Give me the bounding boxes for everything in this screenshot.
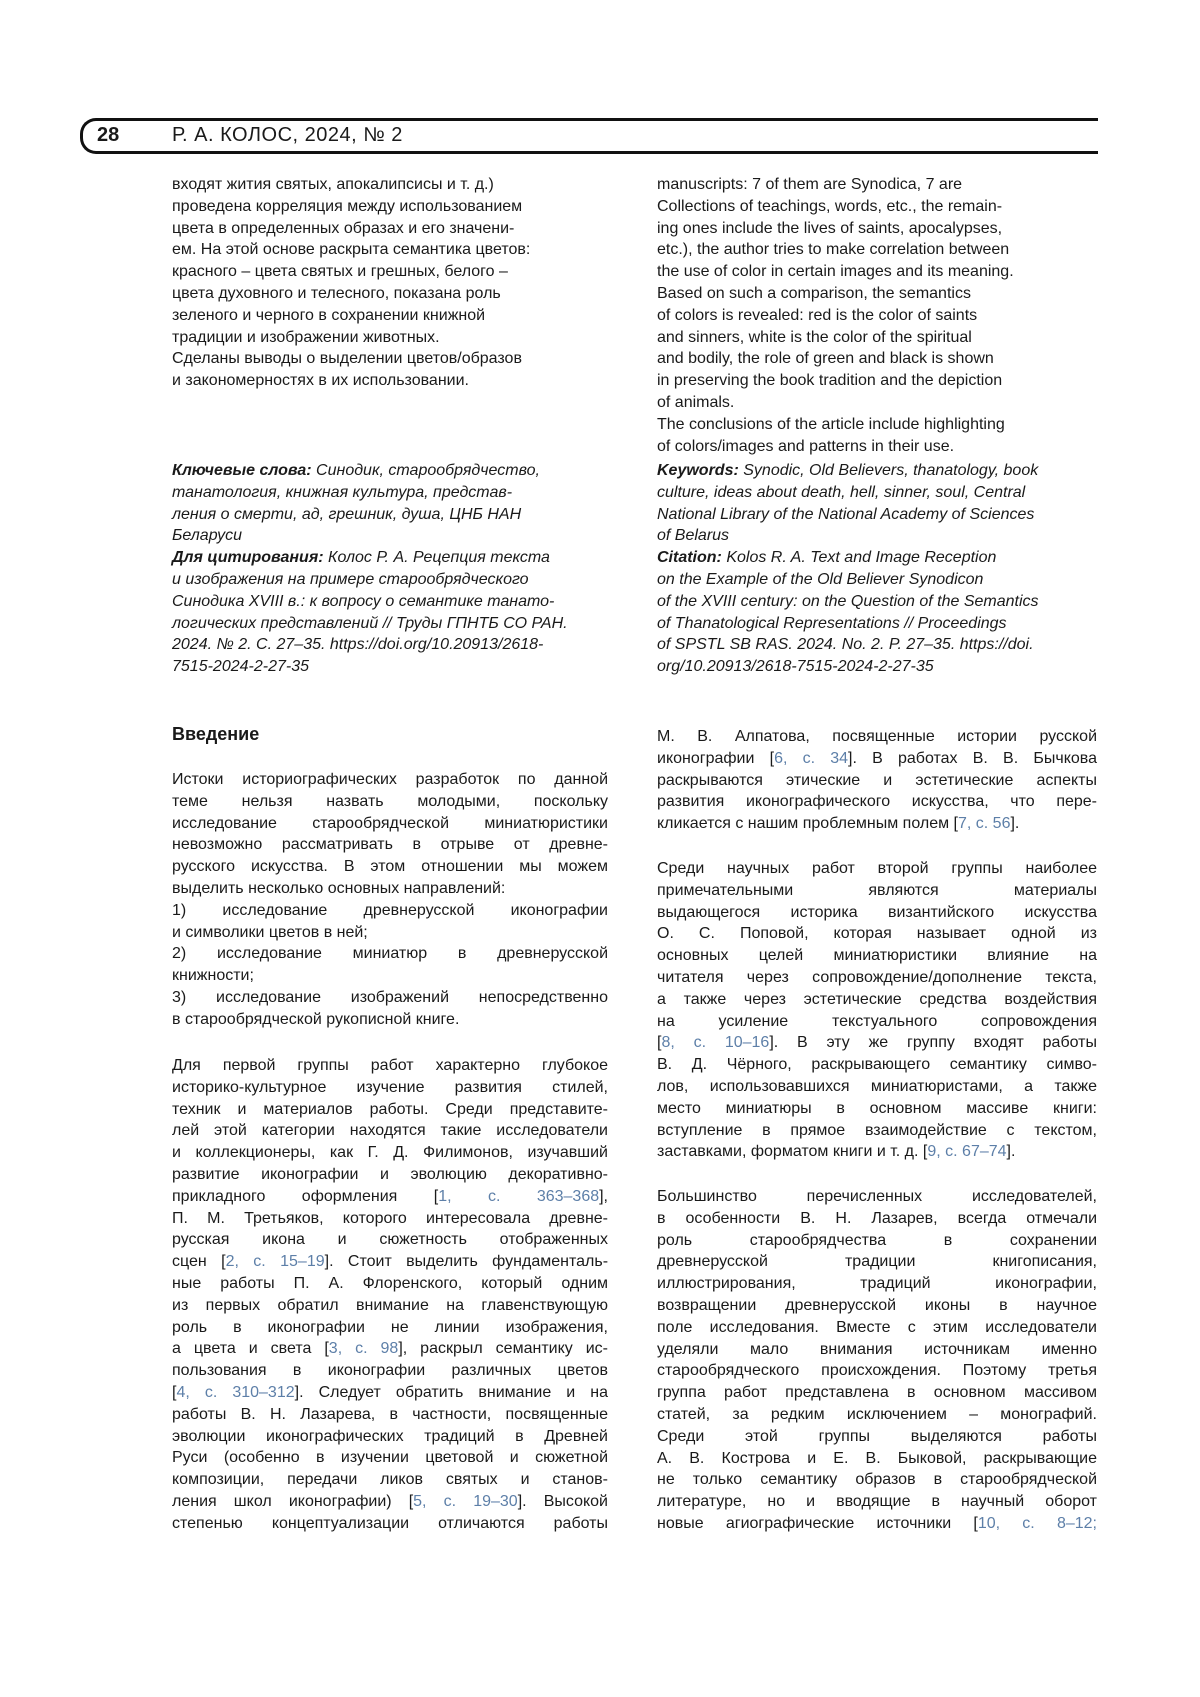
text-line <box>657 569 1097 591</box>
text-line <box>172 1251 608 1273</box>
reference-link[interactable]: 2, с. 15–19 <box>226 1253 325 1270</box>
text-line <box>172 348 608 370</box>
text-line <box>172 834 608 856</box>
text-span: группа работ представлена в основном массивом <box>657 1384 1097 1401</box>
text-line <box>657 1360 1097 1382</box>
text-span: etc.), the author tries to make correlation between <box>657 241 1009 258</box>
text-span: статей, за редким исключением – монографий. <box>657 1406 1097 1423</box>
text-line <box>657 1273 1097 1295</box>
text-span: техник и материалов работы. Среди представите- <box>172 1101 608 1118</box>
text-line <box>657 1491 1097 1513</box>
text-line <box>657 1513 1097 1535</box>
text-line <box>172 1404 608 1426</box>
text-line <box>172 547 608 569</box>
text-span: и символики цветов в ней; <box>172 924 368 941</box>
text-line <box>657 504 1097 526</box>
text-span: новые агиографические источники [ <box>657 1515 978 1532</box>
text-line <box>172 813 608 835</box>
text-line <box>657 923 1097 945</box>
text-line <box>172 1164 608 1186</box>
text-span: работы В. Н. Лазарева, в частности, посвященные <box>172 1406 608 1423</box>
text-line <box>172 943 608 965</box>
text-span: возвращении древнерусской иконы в научное <box>657 1297 1097 1314</box>
text-line <box>172 218 608 240</box>
text-span: русского искусства. В этом отношении мы можем <box>172 858 608 875</box>
text-span: сцен [ <box>172 1253 226 1270</box>
text-span: теме нельзя назвать молодыми, поскольку <box>172 793 608 810</box>
text-line <box>657 791 1097 813</box>
text-line <box>657 1230 1097 1252</box>
text-line <box>657 261 1097 283</box>
text-span: древнерусской традиции книгописания, <box>657 1253 1097 1270</box>
text-line <box>657 656 1097 678</box>
text-line <box>172 569 608 591</box>
text-span: Руси (особенно в изучении цветовой и сюжетной <box>172 1449 608 1466</box>
text-span: прикладного оформления [ <box>172 1188 438 1205</box>
text-line <box>657 1186 1097 1208</box>
text-span: of colors/images and patterns in their use. <box>657 438 954 455</box>
field-label: Citation: <box>657 549 722 566</box>
text-span: 7515-2024-2-27-35 <box>172 658 309 675</box>
text-span: танатология, книжная культура, представ- <box>172 484 512 501</box>
text-span: and bodily, the role of green and black is shown <box>657 350 994 367</box>
text-span: Колос Р. А. Рецепция текста <box>324 549 550 566</box>
text-line <box>172 922 608 944</box>
text-line <box>657 482 1097 504</box>
field-label: Для цитирования: <box>172 549 324 566</box>
text-span: в особенности В. Н. Лазарев, всегда отмечали <box>657 1210 1097 1227</box>
text-line <box>657 967 1097 989</box>
field-label: Ключевые слова: <box>172 462 312 479</box>
text-line <box>172 370 608 392</box>
text-span: of Thanatological Representations // Proceedings <box>657 615 1007 632</box>
text-line <box>172 1317 608 1339</box>
text-line <box>657 436 1097 458</box>
text-line <box>172 283 608 305</box>
text-span: Для первой группы работ характерно глубокое <box>172 1057 608 1074</box>
text-span: ]. <box>1010 815 1019 832</box>
text-span: исследование старообрядческой миниатюристики <box>172 815 608 832</box>
text-line <box>172 965 608 987</box>
text-span: эволюции иконографических традиций в Древней <box>172 1428 608 1445</box>
text-line <box>172 1186 608 1208</box>
page-number: 28 <box>97 124 119 147</box>
text-span: org/10.20913/2618-7515-2024-2-27-35 <box>657 658 934 675</box>
text-line <box>172 239 608 261</box>
text-line <box>172 1447 608 1469</box>
text-span: выделить несколько основных направлений: <box>172 880 505 897</box>
text-span: the use of color in certain images and its meaning. <box>657 263 1014 280</box>
text-line <box>657 1032 1097 1054</box>
text-span: in preserving the book tradition and the depiction <box>657 372 1002 389</box>
text-line <box>657 305 1097 327</box>
text-span: степенью концептуализации отличаются работы <box>172 1515 608 1532</box>
text-line <box>657 218 1097 240</box>
text-span: развития иконографического искусства, что пере- <box>657 793 1097 810</box>
text-span: входят жития святых, апокалипсисы и т. д.) <box>172 176 494 193</box>
keywords-citation-ru <box>172 460 608 678</box>
text-span: Based on such a comparison, the semantics <box>657 285 971 302</box>
text-span: в старообрядческой рукописной книге. <box>172 1011 459 1028</box>
text-span: [ <box>172 1384 176 1401</box>
text-span: on the Example of the Old Believer Synodicon <box>657 571 983 588</box>
text-span: раскрываются этические и эстетические аспекты <box>657 772 1097 789</box>
intro-paragraph-3 <box>657 726 1097 835</box>
text-span: The conclusions of the article include highlighting <box>657 416 1005 433</box>
text-span: culture, ideas about death, hell, sinner, soul, Central <box>657 484 1025 501</box>
text-span: место миниатюры в основном массиве книги: <box>657 1100 1097 1117</box>
text-line <box>657 370 1097 392</box>
text-line <box>172 305 608 327</box>
text-span: В. Д. Чёрного, раскрывающего семантику симво- <box>657 1056 1097 1073</box>
text-span: пользования в иконографии различных цветов <box>172 1362 608 1379</box>
text-line <box>172 1360 608 1382</box>
text-line <box>172 878 608 900</box>
text-span: лей этой категории находятся такие исследователи <box>172 1122 608 1139</box>
text-span: и изображения на примере старообрядческого <box>172 571 529 588</box>
keywords-citation-en <box>657 460 1097 678</box>
text-line <box>657 770 1097 792</box>
text-line <box>657 1295 1097 1317</box>
text-span: [ <box>657 1034 661 1051</box>
text-span: of colors is revealed: red is the color of saints <box>657 307 977 324</box>
abstract-en <box>657 174 1097 457</box>
text-span: ], раскрыл семантику ис- <box>398 1340 608 1357</box>
text-span: логических представлений // Труды ГПНТБ СО РАН. <box>172 615 568 632</box>
text-span: заставками, форматом книги и т. д. [ <box>657 1143 927 1160</box>
text-line <box>172 769 608 791</box>
text-span: иконографии [ <box>657 750 774 767</box>
text-line <box>657 1098 1097 1120</box>
text-span: Сделаны выводы о выделении цветов/образов <box>172 350 522 367</box>
text-span: выдающегося историка византийского искусства <box>657 904 1097 921</box>
text-span: а также через эстетические средства воздействия <box>657 991 1097 1008</box>
intro-paragraph-1 <box>172 769 608 1031</box>
text-span: О. С. Поповой, которая называет одной из <box>657 925 1097 942</box>
text-line <box>657 1382 1097 1404</box>
text-span: традиции и изображении животных. <box>172 329 440 346</box>
text-line <box>172 525 608 547</box>
text-span: ]. В работах В. В. Бычкова <box>848 750 1097 767</box>
text-span: иллюстрирования, традиций иконографии, <box>657 1275 1097 1292</box>
text-span: проведена корреляция между использованием <box>172 198 522 215</box>
text-line <box>657 1120 1097 1142</box>
text-span: уделяли мало внимания источникам именно <box>657 1341 1097 1358</box>
reference-link[interactable]: 1, с. 363–368 <box>438 1188 599 1205</box>
text-span: Истоки историографических разработок по данной <box>172 771 608 788</box>
text-span: of the XVIII century: on the Question of the Semantics <box>657 593 1039 610</box>
text-span: National Library of the National Academy of Sciences <box>657 506 1034 523</box>
text-line <box>657 283 1097 305</box>
text-line <box>172 1338 608 1360</box>
text-line <box>657 1448 1097 1470</box>
text-line <box>657 1208 1097 1230</box>
text-span: Среди научных работ второй группы наиболее <box>657 860 1097 877</box>
text-span: примечательными являются материалы <box>657 882 1097 899</box>
text-span: на усиление текстуального сопровождения <box>657 1013 1097 1030</box>
text-span: ]. <box>1007 1143 1016 1160</box>
text-span: красного – цвета святых и грешных, белого – <box>172 263 508 280</box>
text-line <box>657 634 1097 656</box>
text-line <box>172 1469 608 1491</box>
text-span: цвета духовного и телесного, показана роль <box>172 285 501 302</box>
text-line <box>172 656 608 678</box>
text-span: композиции, передачи ликов святых и станов- <box>172 1471 608 1488</box>
text-span: ]. В эту же группу входят работы <box>769 1034 1097 1051</box>
text-span: Синодик, старообрядчество, <box>312 462 540 479</box>
reference-link[interactable]: 9, с. 67–74 <box>927 1143 1006 1160</box>
text-line <box>172 613 608 635</box>
text-span: П. М. Третьяков, которого интересовала древне- <box>172 1210 608 1227</box>
text-line <box>657 748 1097 770</box>
text-line <box>657 196 1097 218</box>
text-line <box>657 858 1097 880</box>
text-line <box>657 613 1097 635</box>
text-span: и закономерностях в их использовании. <box>172 372 469 389</box>
text-span: ]. Стоит выделить фундаменталь- <box>325 1253 608 1270</box>
text-line <box>172 1382 608 1404</box>
text-span: of Belarus <box>657 527 729 544</box>
text-span: Synodic, Old Believers, thanatology, book <box>739 462 1038 479</box>
text-line <box>172 1099 608 1121</box>
text-span: невозможно рассматривать в отрыве от древне- <box>172 836 608 853</box>
text-span: ], <box>599 1188 608 1205</box>
text-span: роль в иконографии не линии изображения, <box>172 1319 608 1336</box>
text-span: и коллекционеры, как Г. Д. Филимонов, изучавший <box>172 1144 608 1161</box>
text-span: Kolos R. A. Text and Image Reception <box>722 549 997 566</box>
text-span: историко-культурное изучение развития стилей, <box>172 1079 608 1096</box>
text-line <box>172 261 608 283</box>
text-span: М. В. Алпатова, посвященные истории русской <box>657 728 1097 745</box>
text-span: ]. Высокой <box>518 1493 608 1510</box>
text-span: зеленого и черного в сохранении книжной <box>172 307 485 324</box>
text-line <box>657 1404 1097 1426</box>
text-span: 2024. № 2. С. 27–35. https://doi.org/10.20913/2618- <box>172 636 543 653</box>
text-line <box>172 1513 608 1535</box>
text-line <box>657 392 1097 414</box>
text-line <box>172 196 608 218</box>
text-line <box>172 1009 608 1031</box>
text-line <box>657 348 1097 370</box>
text-line <box>172 174 608 196</box>
reference-link[interactable]: 10, с. 8–12; <box>978 1515 1097 1532</box>
abstract-ru <box>172 174 608 392</box>
text-span: книжности; <box>172 967 254 984</box>
text-line <box>657 1469 1097 1491</box>
text-span: Большинство перечисленных исследователей, <box>657 1188 1097 1205</box>
text-line <box>657 813 1097 835</box>
text-span: русская икона и сюжетность отображенных <box>172 1231 608 1248</box>
text-line <box>657 327 1097 349</box>
text-span: ные работы П. А. Флоренского, который одним <box>172 1275 608 1292</box>
text-span: ления о смерти, ад, грешник, душа, ЦНБ НАН <box>172 506 521 523</box>
text-line <box>657 880 1097 902</box>
text-line <box>172 1055 608 1077</box>
text-span: а цвета и света [ <box>172 1340 329 1357</box>
running-title: Р. А. КОЛОС, 2024, № 2 <box>172 124 403 147</box>
text-span: поле исследования. Вместе с этим исследователи <box>657 1319 1097 1336</box>
text-line <box>172 482 608 504</box>
text-line <box>657 460 1097 482</box>
field-label: Keywords: <box>657 462 739 479</box>
text-span: of animals. <box>657 394 734 411</box>
text-span: ing ones include the lives of saints, apocalypses, <box>657 220 1002 237</box>
text-line <box>172 1229 608 1251</box>
text-line <box>172 1142 608 1164</box>
text-span: Синодика XVIII в.: к вопросу о семантике танато- <box>172 593 554 610</box>
text-span: 3) исследование изображений непосредственно <box>172 989 608 1006</box>
intro-paragraph-5 <box>657 1186 1097 1535</box>
text-span: 1) исследование древнерусской иконографии <box>172 902 608 919</box>
text-line <box>657 1426 1097 1448</box>
reference-link[interactable]: 6, с. 34 <box>774 750 848 767</box>
text-line <box>657 1339 1097 1361</box>
text-line <box>172 327 608 349</box>
text-line <box>657 945 1097 967</box>
text-line <box>172 856 608 878</box>
text-line <box>657 525 1097 547</box>
text-line <box>657 902 1097 924</box>
text-span: of SPSTL SB RAS. 2024. No. 2. P. 27–35. https://doi. <box>657 636 1034 653</box>
text-line <box>172 1426 608 1448</box>
reference-link[interactable]: 3, с. 98 <box>329 1340 399 1357</box>
running-header <box>80 118 1098 154</box>
text-line <box>657 414 1097 436</box>
text-span: из первых обратил внимание на главенствующую <box>172 1297 608 1314</box>
text-span: не только семантику образов в старообрядческой <box>657 1471 1097 1488</box>
reference-link[interactable]: 5, с. 19–30 <box>413 1493 518 1510</box>
text-span: 2) исследование миниатюр в древнерусской <box>172 945 608 962</box>
text-line <box>657 1251 1097 1273</box>
text-line <box>172 634 608 656</box>
text-span: ]. Следует обратить внимание и на <box>295 1384 608 1401</box>
text-span: Collections of teachings, words, etc., the remain- <box>657 198 1002 215</box>
section-heading: Введение <box>172 724 259 745</box>
text-line <box>172 900 608 922</box>
text-span: основных целей миниатюристики влияние на <box>657 947 1097 964</box>
text-line <box>172 1077 608 1099</box>
text-span: читателя через сопровождение/дополнение текста, <box>657 969 1097 986</box>
text-line <box>172 1120 608 1142</box>
text-line <box>657 591 1097 613</box>
text-span: manuscripts: 7 of them are Synodica, 7 are <box>657 176 962 193</box>
text-line <box>172 460 608 482</box>
text-line <box>657 726 1097 748</box>
text-line <box>172 1491 608 1513</box>
text-span: ем. На этой основе раскрыта семантика цветов: <box>172 241 530 258</box>
text-span: А. В. Кострова и Е. В. Быковой, раскрывающие <box>657 1450 1097 1467</box>
text-span: Беларуси <box>172 527 242 544</box>
text-span: and sinners, white is the color of the spiritual <box>657 329 972 346</box>
text-line <box>657 989 1097 1011</box>
text-span: развитие иконографии и эволюцию декоративно- <box>172 1166 608 1183</box>
text-line <box>172 987 608 1009</box>
text-span: литературе, но и вводящие в научный оборот <box>657 1493 1097 1510</box>
reference-link[interactable]: 7, с. 56 <box>958 815 1010 832</box>
intro-paragraph-2 <box>172 1055 608 1535</box>
text-line <box>657 1054 1097 1076</box>
text-span: цвета в определенных образах и его значени- <box>172 220 514 237</box>
text-span: ления школ иконографии) [ <box>172 1493 413 1510</box>
reference-link[interactable]: 8, с. 10–16 <box>661 1034 769 1051</box>
text-span: кликается с нашим проблемным полем [ <box>657 815 958 832</box>
reference-link[interactable]: 4, с. 310–312 <box>176 1384 294 1401</box>
text-line <box>657 547 1097 569</box>
text-span: старообрядческого происхождения. Поэтому третья <box>657 1362 1097 1379</box>
text-line <box>657 1076 1097 1098</box>
text-line <box>657 239 1097 261</box>
text-span: вступление в прямое взаимодействие с текстом, <box>657 1122 1097 1139</box>
text-span: лов, использовавшихся миниатюристами, а также <box>657 1078 1097 1095</box>
text-line <box>657 1317 1097 1339</box>
text-line <box>172 1208 608 1230</box>
text-span: роль старообрядчества в сохранении <box>657 1232 1097 1249</box>
text-line <box>172 1295 608 1317</box>
text-line <box>172 1273 608 1295</box>
text-line <box>172 591 608 613</box>
text-line <box>172 504 608 526</box>
text-span: Среди этой группы выделяются работы <box>657 1428 1097 1445</box>
text-line <box>172 791 608 813</box>
text-line <box>657 1141 1097 1163</box>
intro-paragraph-4 <box>657 858 1097 1163</box>
text-line <box>657 1011 1097 1033</box>
text-line <box>657 174 1097 196</box>
